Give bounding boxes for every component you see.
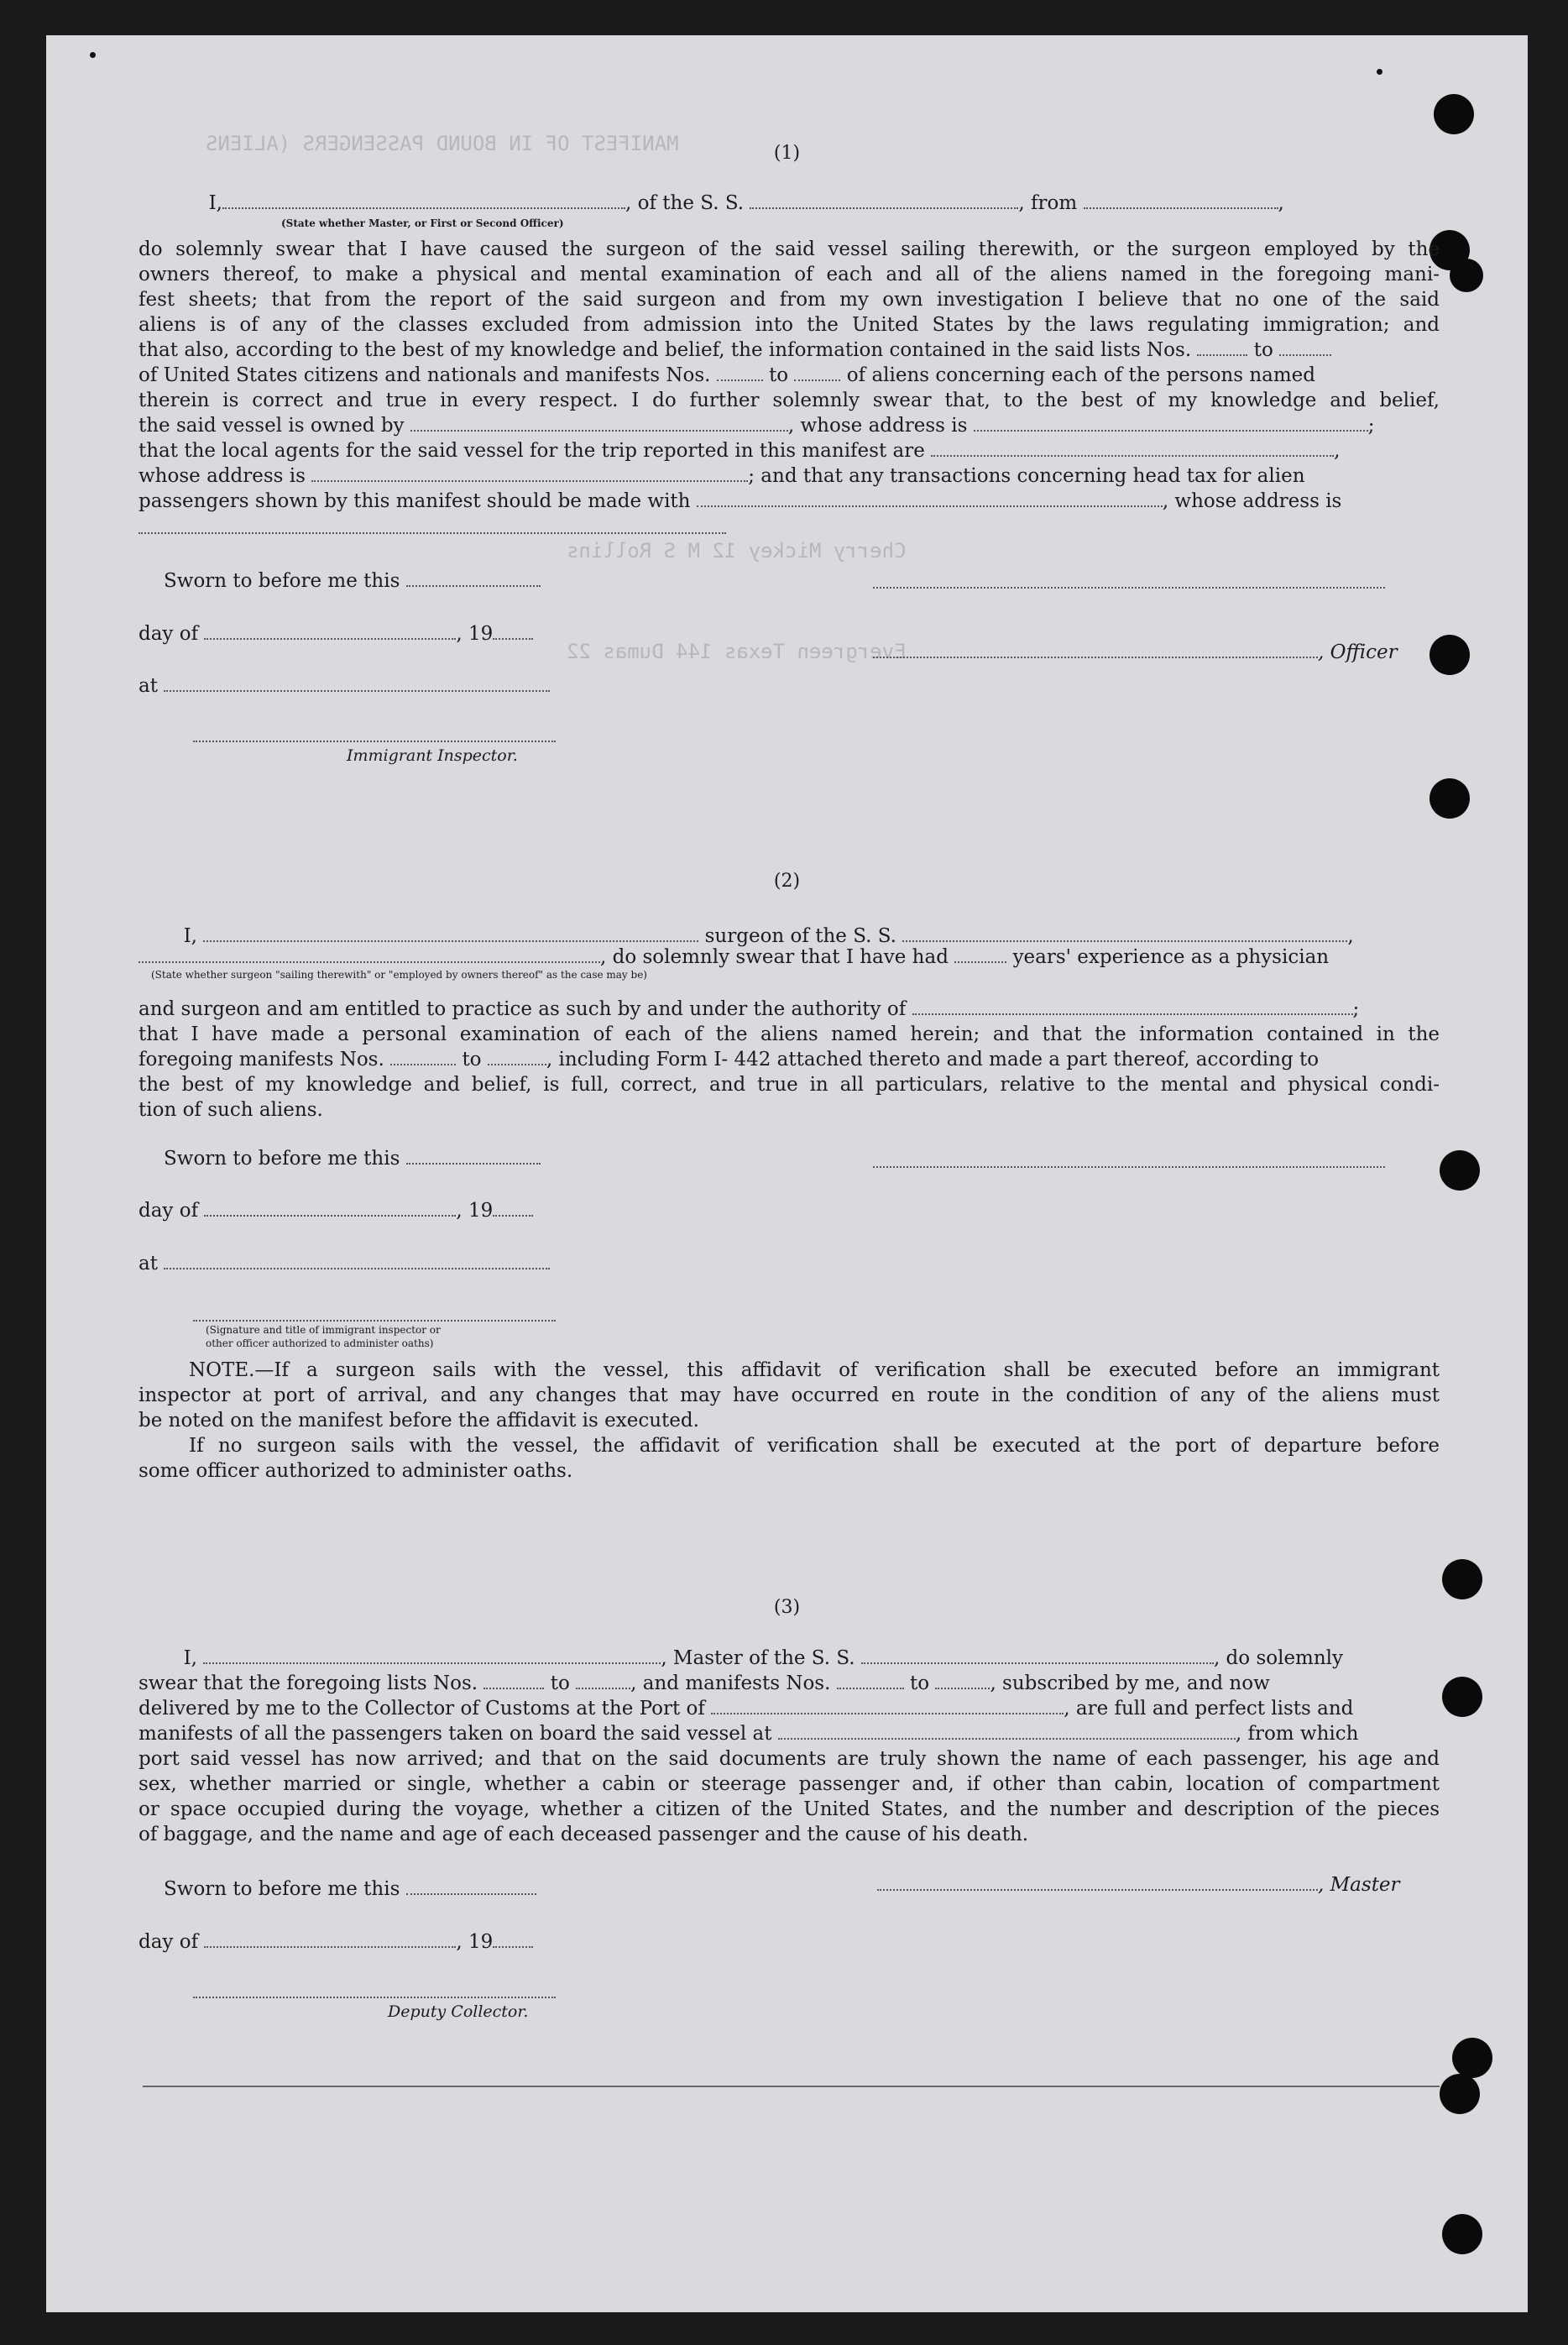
s3-lists-to-field[interactable] (576, 1672, 630, 1689)
punch-hole (1442, 1677, 1482, 1717)
agents-address-field[interactable] (311, 465, 748, 482)
s3-line-2: swear that the foregoing lists Nos. to , and manifests Nos. to , subscribed by me, and now (139, 1672, 1270, 1694)
s2-at: at (139, 1253, 550, 1275)
s2-right-signature-line[interactable] (873, 1165, 1385, 1168)
lists-from-field[interactable] (1197, 339, 1247, 356)
s1-officer: , Officer (873, 641, 1398, 663)
master-name-field[interactable] (222, 192, 625, 209)
s1-line-12: passengers shown by this manifest should be made with , whose address is (139, 490, 1342, 512)
years-experience-field[interactable] (954, 946, 1006, 963)
punch-hole (1440, 2074, 1480, 2114)
s3-line-6: sex, whether married or single, whether a cabin or steerage passenger and, if other than cabin, location of compartment (139, 1773, 1440, 1795)
lists-to-field[interactable] (1279, 339, 1331, 356)
s2-line-5: foregoing manifests Nos. to , including Form I- 442 attached thereto and made a part thereof, according to (139, 1049, 1320, 1070)
s2-at-field[interactable] (164, 1253, 550, 1269)
master-note: (State whether Master, or First or Second Officer) (281, 217, 564, 229)
note-line-1: NOTE.—If a surgeon sails with the vessel, this affidavit of verification shall be executed before an immigrant (189, 1359, 1440, 1381)
s1-inspector-signature-line[interactable] (193, 739, 556, 742)
s1-line-3: owners thereof, to make a physical and mental examination of each and all of the aliens named in the foregoing mani- (139, 264, 1440, 285)
s1-line-1: I, , of the S. S. , from , (208, 192, 1284, 214)
s2-sworn: Sworn to before me this (164, 1148, 541, 1170)
s2-manifests-from-field[interactable] (390, 1049, 456, 1065)
head-tax-party-field[interactable] (697, 490, 1163, 507)
surgeon-note: (State whether surgeon "sailing therewith" or "employed by owners thereof" as the case may be) (151, 969, 647, 981)
s1-at-field[interactable] (164, 675, 550, 692)
s1-line-5: aliens is of any of the classes excluded from admission into the United States by the laws regulating immigration; and (139, 314, 1440, 336)
note-line-3: be noted on the manifest before the affidavit is executed. (139, 1410, 699, 1432)
s3-year-field[interactable] (493, 1931, 533, 1948)
s2-inspector-signature-line[interactable] (193, 1318, 556, 1322)
bottom-rule (143, 2086, 1440, 2087)
s2-line-6: the best of my knowledge and belief, is full, correct, and true in all particulars, relative to the mental and physical condi- (139, 1074, 1440, 1096)
master-signature-field[interactable] (877, 1874, 1318, 1891)
s1-line-2: do solemnly swear that I have caused the surgeon of the said vessel sailing therewith, or the surgeon employed by the (139, 238, 1440, 260)
s3-line-7: or space occupied during the voyage, whether a citizen of the United States, and the number and description of the pieces (139, 1798, 1440, 1820)
s2-day-field[interactable] (204, 1200, 456, 1217)
s1-line-4: fest sheets; that from the report of the said surgeon and from my own investigation I believe that no one of the said (139, 289, 1440, 311)
immigrant-inspector-label: Immigrant Inspector. (347, 746, 518, 765)
s3-sworn: Sworn to before me this (164, 1878, 536, 1900)
punch-hole (1452, 2038, 1492, 2078)
port-of-departure-field[interactable] (778, 1723, 1236, 1740)
bleed-through-text: Evergreen Texas 144 Dumas 22 (567, 640, 907, 663)
s2-year-field[interactable] (493, 1200, 533, 1217)
s1-line-9: the said vessel is owned by , whose address is ; (139, 415, 1375, 437)
punch-hole (1434, 94, 1474, 134)
punch-hole (1442, 1559, 1482, 1599)
s3-manifests-from-field[interactable] (837, 1672, 904, 1689)
bleed-through-text: MANIFEST OF IN BOUND PASSENGERS (ALIENS (206, 132, 679, 155)
s3-line-8: of baggage, and the name and age of each deceased passenger and the cause of his death. (139, 1824, 1029, 1845)
signature-note-1: (Signature and title of immigrant inspector or (206, 1324, 441, 1336)
section-2-number: (2) (773, 871, 801, 892)
deputy-collector-label: Deputy Collector. (388, 2002, 529, 2021)
speck (90, 52, 96, 58)
manifest-affidavit-page (46, 35, 1528, 2312)
s1-right-signature-line[interactable] (873, 585, 1385, 589)
signature-note-2: other officer authorized to administer oaths) (206, 1337, 434, 1349)
s1-at: at (139, 675, 550, 697)
surgeon-status-field[interactable] (139, 946, 600, 963)
punch-hole (1440, 1150, 1480, 1191)
s3-master-name-field[interactable] (203, 1647, 661, 1664)
port-from-field[interactable] (1084, 192, 1278, 209)
s1-line-11: whose address is ; and that any transactions concerning head tax for alien (139, 465, 1305, 487)
s2-day: day of , 19 (139, 1200, 533, 1222)
manifests-to-field[interactable] (794, 364, 840, 381)
section-1-number: (1) (773, 143, 801, 164)
s1-day: day of , 19 (139, 623, 533, 645)
speck (1377, 69, 1382, 75)
s1-sworn-date-field[interactable] (406, 570, 541, 587)
s2-line-3: and surgeon and am entitled to practice as such by and under the authority of ; (139, 998, 1360, 1020)
bleed-through-text: Cherry Mickey 12 M S Rollins (567, 539, 907, 563)
punch-hole (1429, 778, 1470, 819)
s3-vessel-field[interactable] (861, 1647, 1214, 1664)
s2-line-1: I, surgeon of the S. S. , (183, 925, 1354, 947)
section-3-number: (3) (773, 1597, 801, 1618)
manifests-from-field[interactable] (717, 364, 763, 381)
s3-sworn-date-field[interactable] (406, 1878, 536, 1895)
punch-hole (1429, 635, 1470, 675)
s2-manifests-to-field[interactable] (488, 1049, 546, 1065)
port-of-arrival-field[interactable] (711, 1698, 1064, 1714)
s1-year-field[interactable] (493, 623, 533, 640)
s1-extra-line[interactable] (139, 531, 726, 534)
note2-line-1: If no surgeon sails with the vessel, the affidavit of verification shall be executed at the port of departure before (189, 1435, 1440, 1457)
collector-signature-line[interactable] (193, 1995, 556, 1998)
s1-line-8: therein is correct and true in every respect. I do further solemnly swear that, to the best of my knowledge and belief, (139, 390, 1440, 411)
punch-hole (1450, 259, 1483, 292)
owner-address-field[interactable] (974, 415, 1368, 432)
s2-line-7: tion of such aliens. (139, 1099, 323, 1121)
s3-manifests-to-field[interactable] (935, 1672, 990, 1689)
agents-field[interactable] (931, 440, 1334, 457)
s2-line-4: that I have made a personal examination of each of the aliens named herein; and that the information contained in the (139, 1023, 1440, 1045)
s1-line-10: that the local agents for the said vessel for the trip reported in this manifest are , (139, 440, 1341, 462)
owner-field[interactable] (410, 415, 788, 432)
s3-line-3: delivered by me to the Collector of Customs at the Port of , are full and perfect lists and (139, 1698, 1354, 1719)
note-line-2: inspector at port of arrival, and any changes that may have occurred en route in the condition of any of the aliens must (139, 1384, 1440, 1406)
s3-master: , Master (877, 1874, 1400, 1896)
officer-signature-field[interactable] (873, 641, 1318, 658)
s3-line-4: manifests of all the passengers taken on board the said vessel at , from which (139, 1723, 1359, 1745)
punch-hole (1442, 2214, 1482, 2254)
surgeon-name-field[interactable] (203, 925, 698, 942)
s3-line-1: I, , Master of the S. S. , do solemnly (183, 1647, 1344, 1669)
s3-lists-from-field[interactable] (483, 1672, 544, 1689)
s2-vessel-field[interactable] (902, 925, 1347, 942)
vessel-name-field[interactable] (750, 192, 1018, 209)
s1-line-7: of United States citizens and nationals and manifests Nos. to of aliens concerning each of the persons named (139, 364, 1316, 386)
s1-sworn: Sworn to before me this (164, 570, 541, 592)
s2-sworn-date-field[interactable] (406, 1148, 541, 1165)
s1-line-6: that also, according to the best of my knowledge and belief, the information contained in the said lists Nos. to (139, 338, 1440, 363)
s3-day-field[interactable] (204, 1931, 456, 1948)
s3-line-5: port said vessel has now arrived; and that on the said documents are truly shown the name of each passenger, his age and (139, 1748, 1440, 1770)
note2-line-2: some officer authorized to administer oaths. (139, 1460, 573, 1482)
s3-day: day of , 19 (139, 1931, 533, 1953)
s1-day-field[interactable] (204, 623, 456, 640)
authority-field[interactable] (912, 998, 1353, 1015)
s2-line-2: , do solemnly swear that I have had years' experience as a physician (139, 945, 1440, 970)
